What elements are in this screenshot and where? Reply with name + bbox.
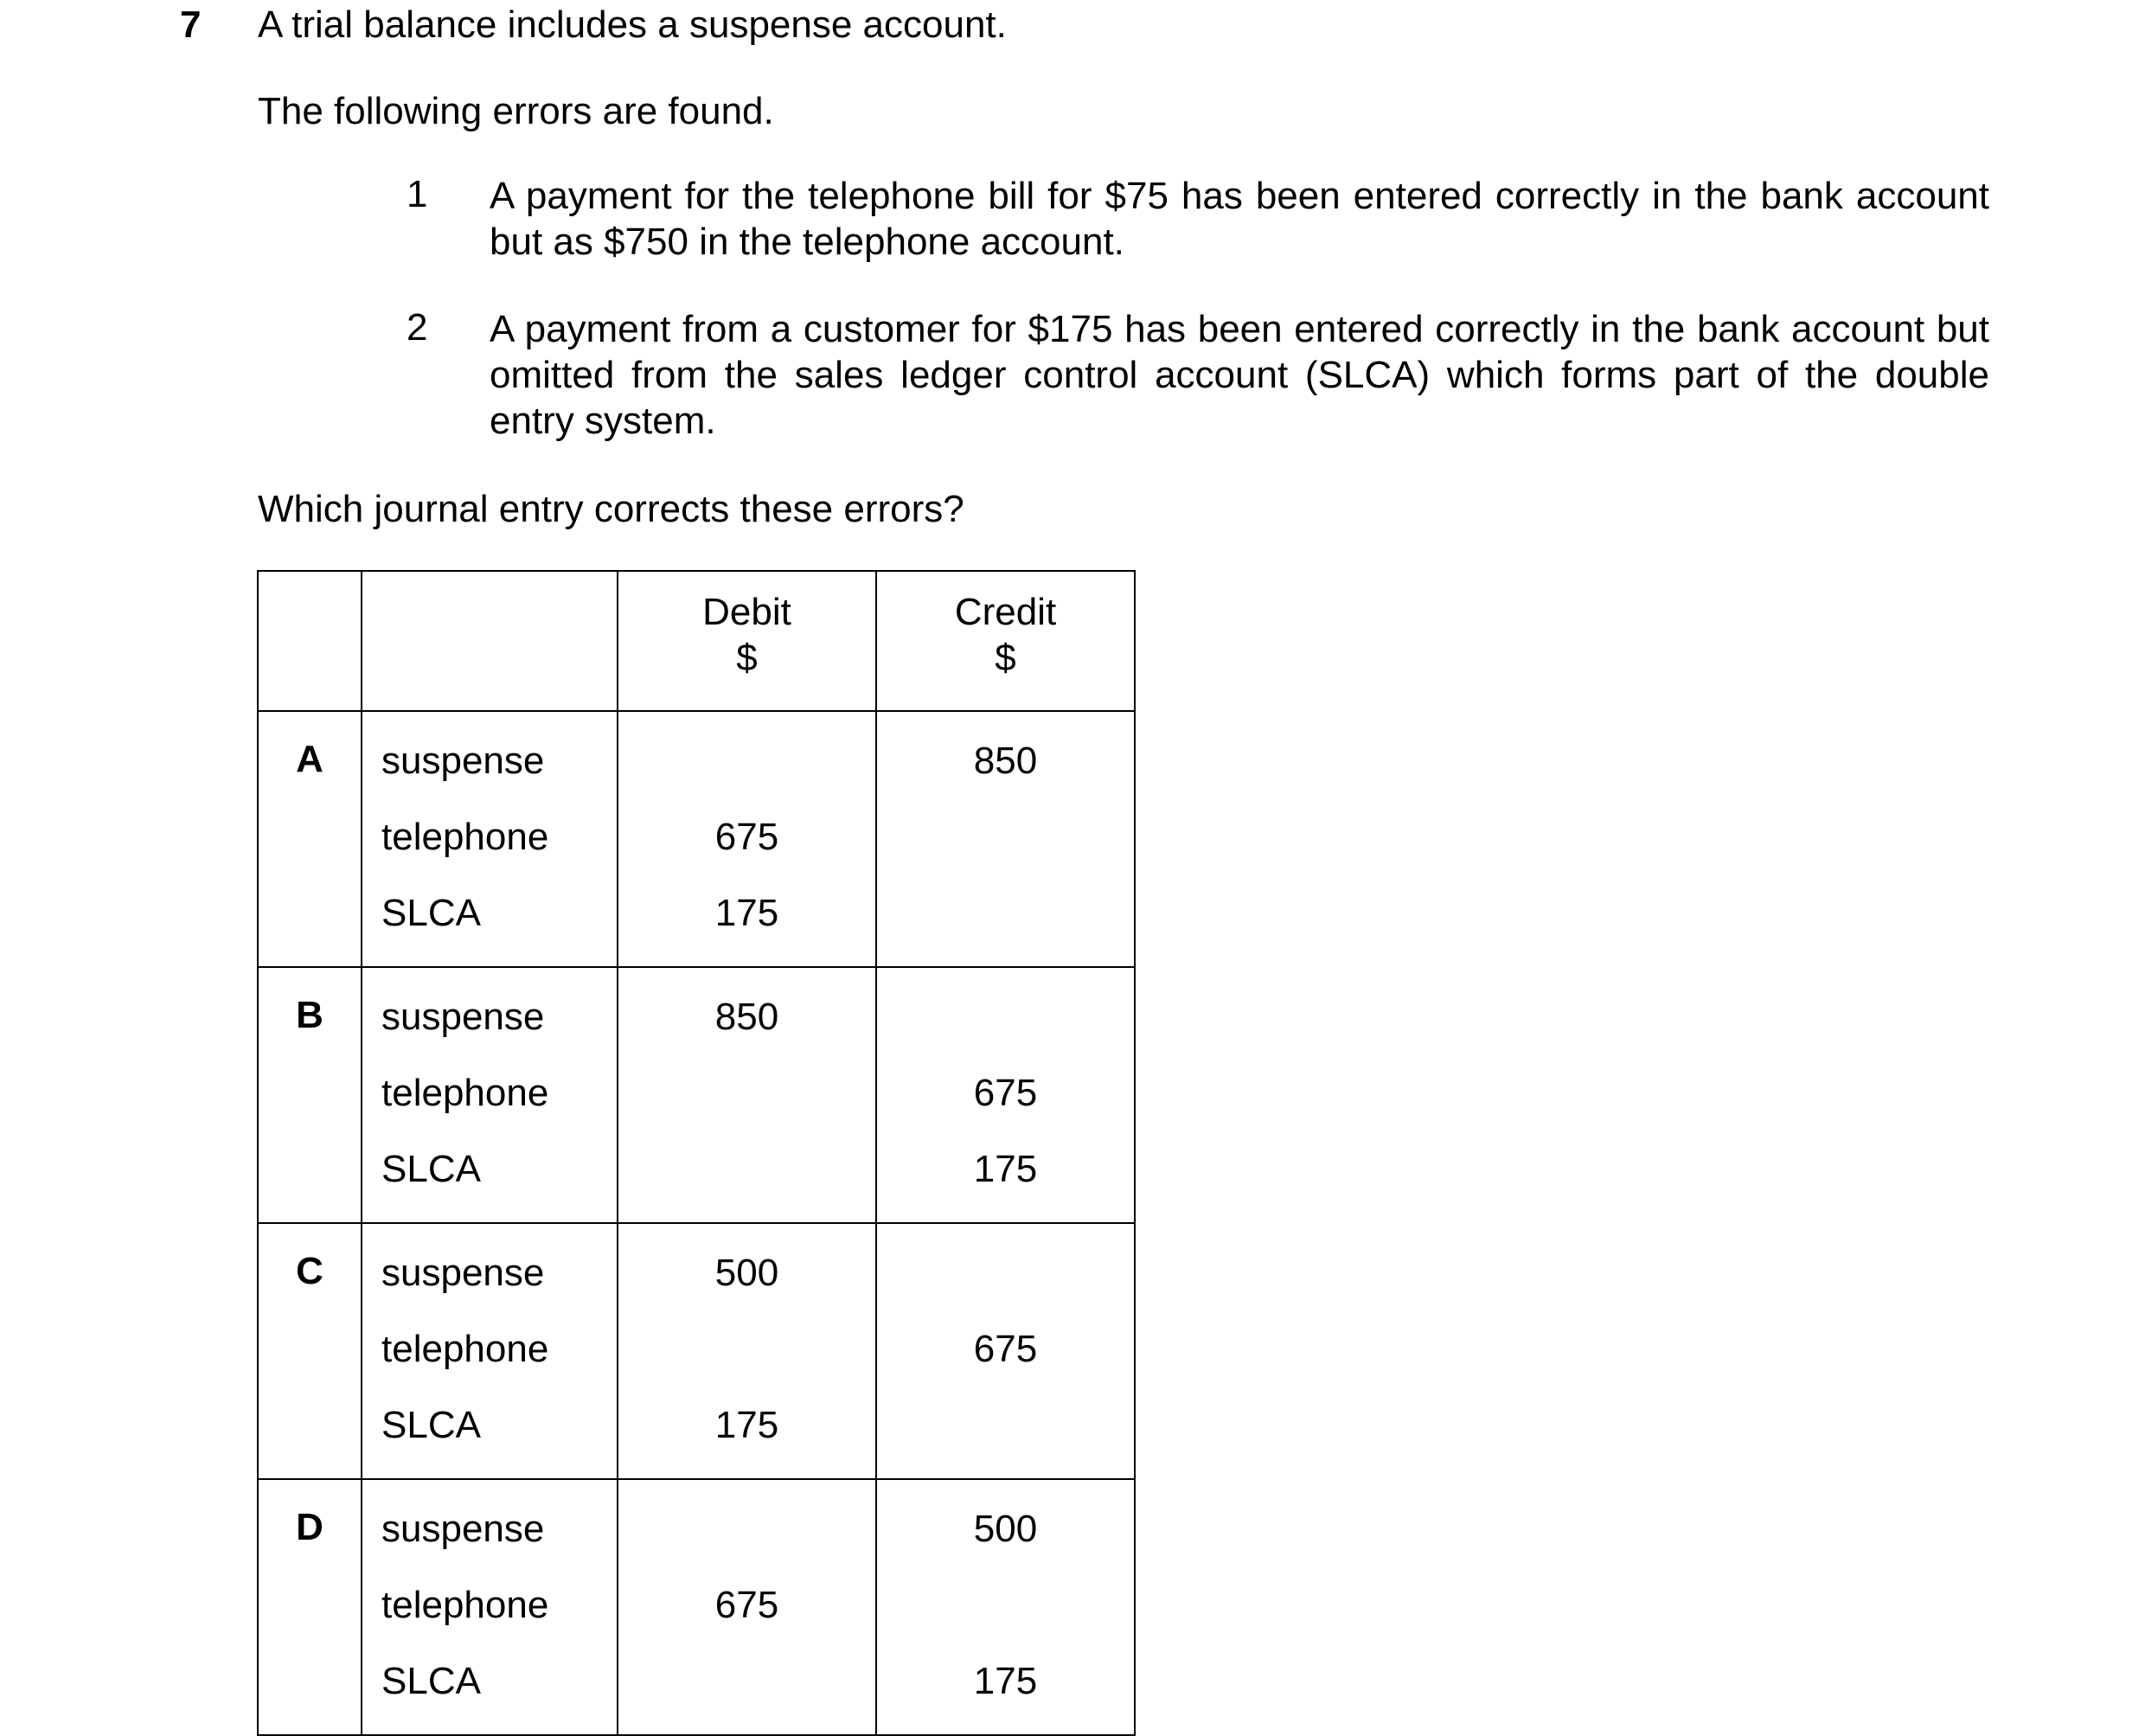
credit-telephone: [877, 814, 1134, 890]
debit-slca: [618, 1658, 875, 1734]
account-telephone: telephone: [381, 1328, 549, 1370]
header-empty-cell: [258, 571, 362, 711]
debit-telephone: 675: [714, 816, 779, 858]
account-telephone: telephone: [381, 1072, 549, 1114]
header-account-cell: [362, 571, 618, 711]
account-slca: SLCA: [381, 1404, 481, 1446]
credit-amounts: [876, 1479, 1135, 1735]
account-slca: SLCA: [381, 1660, 481, 1702]
errors-intro: The following errors are found.: [258, 90, 774, 132]
option-row-a: [258, 711, 1135, 967]
debit-telephone: [618, 1070, 875, 1146]
account-telephone: telephone: [381, 1584, 549, 1626]
account-names: [362, 1479, 618, 1735]
account-suspense: suspense: [381, 1508, 545, 1550]
option-letter: C: [258, 1223, 362, 1479]
error-text: A payment from a customer for $175 has been entered correctly in the bank account but omitted from the sales ledger control account (SLCA) which forms part of the double entry system.: [490, 308, 1989, 442]
credit-amounts: [876, 1223, 1135, 1479]
error-number: 1: [407, 173, 428, 215]
option-row-b: [258, 967, 1135, 1223]
debit-amounts: [618, 1223, 876, 1479]
credit-suspense: [877, 1250, 1134, 1326]
option-letter: D: [258, 1479, 362, 1735]
debit-unit: $: [736, 637, 758, 679]
debit-suspense: [618, 1506, 875, 1582]
account-names: [362, 1223, 618, 1479]
account-slca: SLCA: [381, 892, 481, 934]
debit-suspense: [618, 738, 875, 814]
credit-suspense: [877, 994, 1134, 1070]
option-letter: B: [258, 967, 362, 1223]
credit-slca: 175: [973, 1660, 1038, 1702]
header-credit: [876, 571, 1135, 711]
account-suspense: suspense: [381, 740, 545, 782]
account-names: [362, 711, 618, 967]
debit-telephone: 675: [714, 1584, 779, 1626]
debit-amounts: [618, 1479, 876, 1735]
credit-slca: [877, 890, 1134, 966]
account-suspense: suspense: [381, 996, 545, 1038]
question-prompt: Which journal entry corrects these errors?: [258, 488, 964, 530]
credit-suspense: 500: [973, 1508, 1038, 1550]
account-telephone: telephone: [381, 816, 549, 858]
debit-label: Debit: [702, 591, 791, 633]
account-suspense: suspense: [381, 1252, 545, 1294]
journal-entry-table: [257, 570, 1136, 1736]
credit-slca: 175: [973, 1148, 1038, 1190]
question-intro: A trial balance includes a suspense account.: [258, 3, 1007, 46]
error-text: A payment for the telephone bill for $75 has been entered correctly in the bank account but as $750 in the telephone account.: [490, 175, 1989, 263]
debit-telephone: [618, 1326, 875, 1402]
debit-suspense: 500: [714, 1252, 779, 1294]
credit-slca: [877, 1402, 1134, 1478]
question-number: 7: [180, 3, 202, 46]
debit-slca: [618, 1146, 875, 1222]
debit-slca: 175: [714, 892, 779, 934]
debit-slca: 175: [714, 1404, 779, 1446]
credit-amounts: [876, 711, 1135, 967]
header-debit: [618, 571, 876, 711]
error-number: 2: [407, 306, 428, 349]
account-slca: SLCA: [381, 1148, 481, 1190]
table-header-row: [258, 571, 1135, 711]
debit-suspense: 850: [714, 996, 779, 1038]
option-row-d: [258, 1479, 1135, 1735]
option-letter: A: [258, 711, 362, 967]
credit-label: Credit: [954, 591, 1057, 633]
option-row-c: [258, 1223, 1135, 1479]
credit-telephone: 675: [973, 1328, 1038, 1370]
credit-telephone: 675: [973, 1072, 1038, 1114]
account-names: [362, 967, 618, 1223]
credit-amounts: [876, 967, 1135, 1223]
debit-amounts: [618, 711, 876, 967]
credit-telephone: [877, 1582, 1134, 1658]
credit-unit: $: [995, 637, 1016, 679]
credit-suspense: 850: [973, 740, 1038, 782]
debit-amounts: [618, 967, 876, 1223]
